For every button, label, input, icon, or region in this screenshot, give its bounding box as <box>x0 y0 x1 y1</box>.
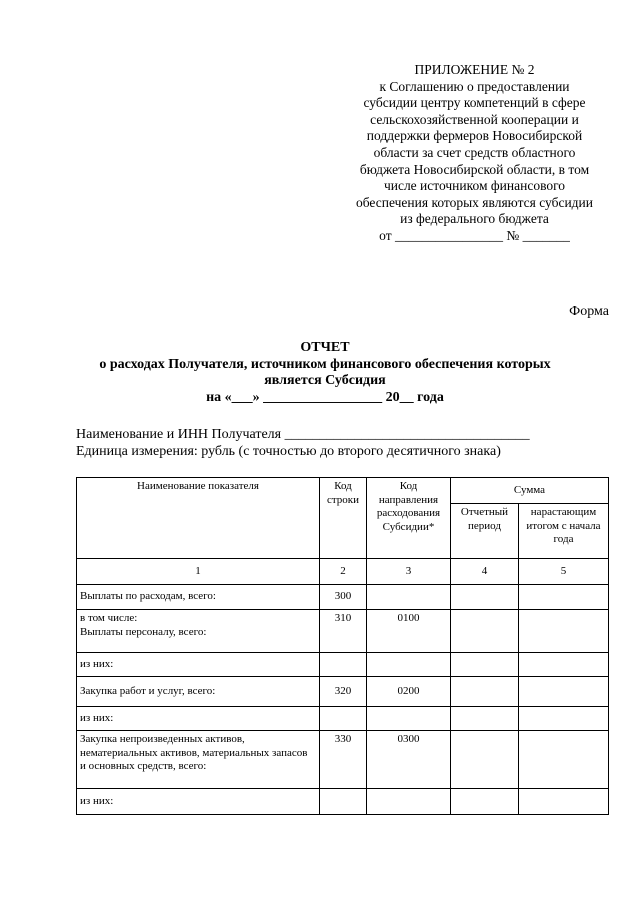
appendix-line: к Соглашению о предоставлении <box>379 78 570 94</box>
row-name <box>77 610 320 653</box>
table-row <box>77 610 609 653</box>
col-number: 3 <box>367 559 451 585</box>
title-date: на «___» _________________ 20__ года <box>206 389 444 405</box>
appendix-line: области за счет средств областного <box>373 144 576 160</box>
row-code: 330 <box>320 731 367 789</box>
appendix-line: обеспечения которых являются субсидии <box>355 194 593 210</box>
col-number: 1 <box>77 559 320 585</box>
row-direction: 0200 <box>367 677 451 707</box>
row-name: Закупка непроизведенных активов, нематериальных активов, материальных запасов и основных средств, всего: <box>77 731 320 789</box>
table-row <box>77 707 609 731</box>
row-code: 310 <box>320 610 367 653</box>
row-cumulative-value <box>519 707 609 731</box>
row-cumulative-value <box>519 789 609 815</box>
recipient-line: Наименование и ИНН Получателя ___________________________________ <box>76 427 530 442</box>
col-number: 4 <box>451 559 519 585</box>
report-meta <box>76 426 616 460</box>
form-label: Форма <box>569 304 609 319</box>
appendix-header <box>332 62 617 245</box>
appendix-line: поддержки фермеров Новосибирской <box>366 128 583 144</box>
row-direction: 0300 <box>367 731 451 789</box>
title-subtitle: о расходах Получателя, источником финансового обеспечения которых <box>99 356 551 372</box>
table-row <box>77 653 609 677</box>
row-prefix: в том числе: <box>80 612 138 624</box>
header-sum: Сумма <box>451 478 609 504</box>
row-direction <box>367 707 451 731</box>
row-code: 320 <box>320 677 367 707</box>
appendix-line: бюджета Новосибирской области, в том <box>359 161 590 177</box>
row-period-value <box>451 789 519 815</box>
row-direction <box>367 585 451 610</box>
row-period-value <box>451 585 519 610</box>
table-row <box>77 731 609 789</box>
appendix-line: ПРИЛОЖЕНИЕ № 2 <box>414 62 535 77</box>
row-code <box>320 653 367 677</box>
row-label: Выплаты персоналу, всего: <box>80 625 207 638</box>
col-number: 5 <box>519 559 609 585</box>
row-period-value <box>451 677 519 707</box>
row-name: Выплаты по расходам, всего: <box>77 585 320 610</box>
appendix-line: субсидии центру компетенций в сфере <box>363 95 586 111</box>
appendix-line: из федерального бюджета <box>400 211 549 227</box>
row-cumulative-value <box>519 585 609 610</box>
header-period: Отчетный период <box>451 504 519 559</box>
row-cumulative-value <box>519 610 609 653</box>
row-direction: 0100 <box>367 610 451 653</box>
col-number: 2 <box>320 559 367 585</box>
row-period-value <box>451 653 519 677</box>
report-title <box>60 340 590 406</box>
row-name: из них: <box>77 789 320 815</box>
table-row <box>77 585 609 610</box>
title-heading: ОТЧЕТ <box>300 340 350 355</box>
row-name: из них: <box>77 653 320 677</box>
header-cumulative: нарастающим итогом с начала года <box>519 504 609 559</box>
row-cumulative-value <box>519 731 609 789</box>
row-direction <box>367 653 451 677</box>
header-direction: Код направления расходования Субсидии* <box>367 478 451 559</box>
report-table <box>76 477 609 815</box>
appendix-line: числе источником финансового <box>383 178 566 194</box>
table-row <box>77 677 609 707</box>
row-cumulative-value <box>519 653 609 677</box>
row-code <box>320 707 367 731</box>
row-name: Закупка работ и услуг, всего: <box>77 677 320 707</box>
row-period-value <box>451 731 519 789</box>
row-name: из них: <box>77 707 320 731</box>
appendix-line: сельскохозяйственной кооперации и <box>370 111 579 127</box>
header-name: Наименование показателя <box>77 478 320 559</box>
header-code: Код строки <box>320 478 367 559</box>
row-code <box>320 789 367 815</box>
row-cumulative-value <box>519 677 609 707</box>
unit-line: Единица измерения: рубль (с точностью до второго десятичного знака) <box>76 444 501 459</box>
table-row <box>77 789 609 815</box>
row-period-value <box>451 707 519 731</box>
row-code: 300 <box>320 585 367 610</box>
appendix-date-line: от ________________ № _______ <box>379 227 570 243</box>
title-subtitle-2: является Субсидия <box>264 373 386 388</box>
row-direction <box>367 789 451 815</box>
row-period-value <box>451 610 519 653</box>
